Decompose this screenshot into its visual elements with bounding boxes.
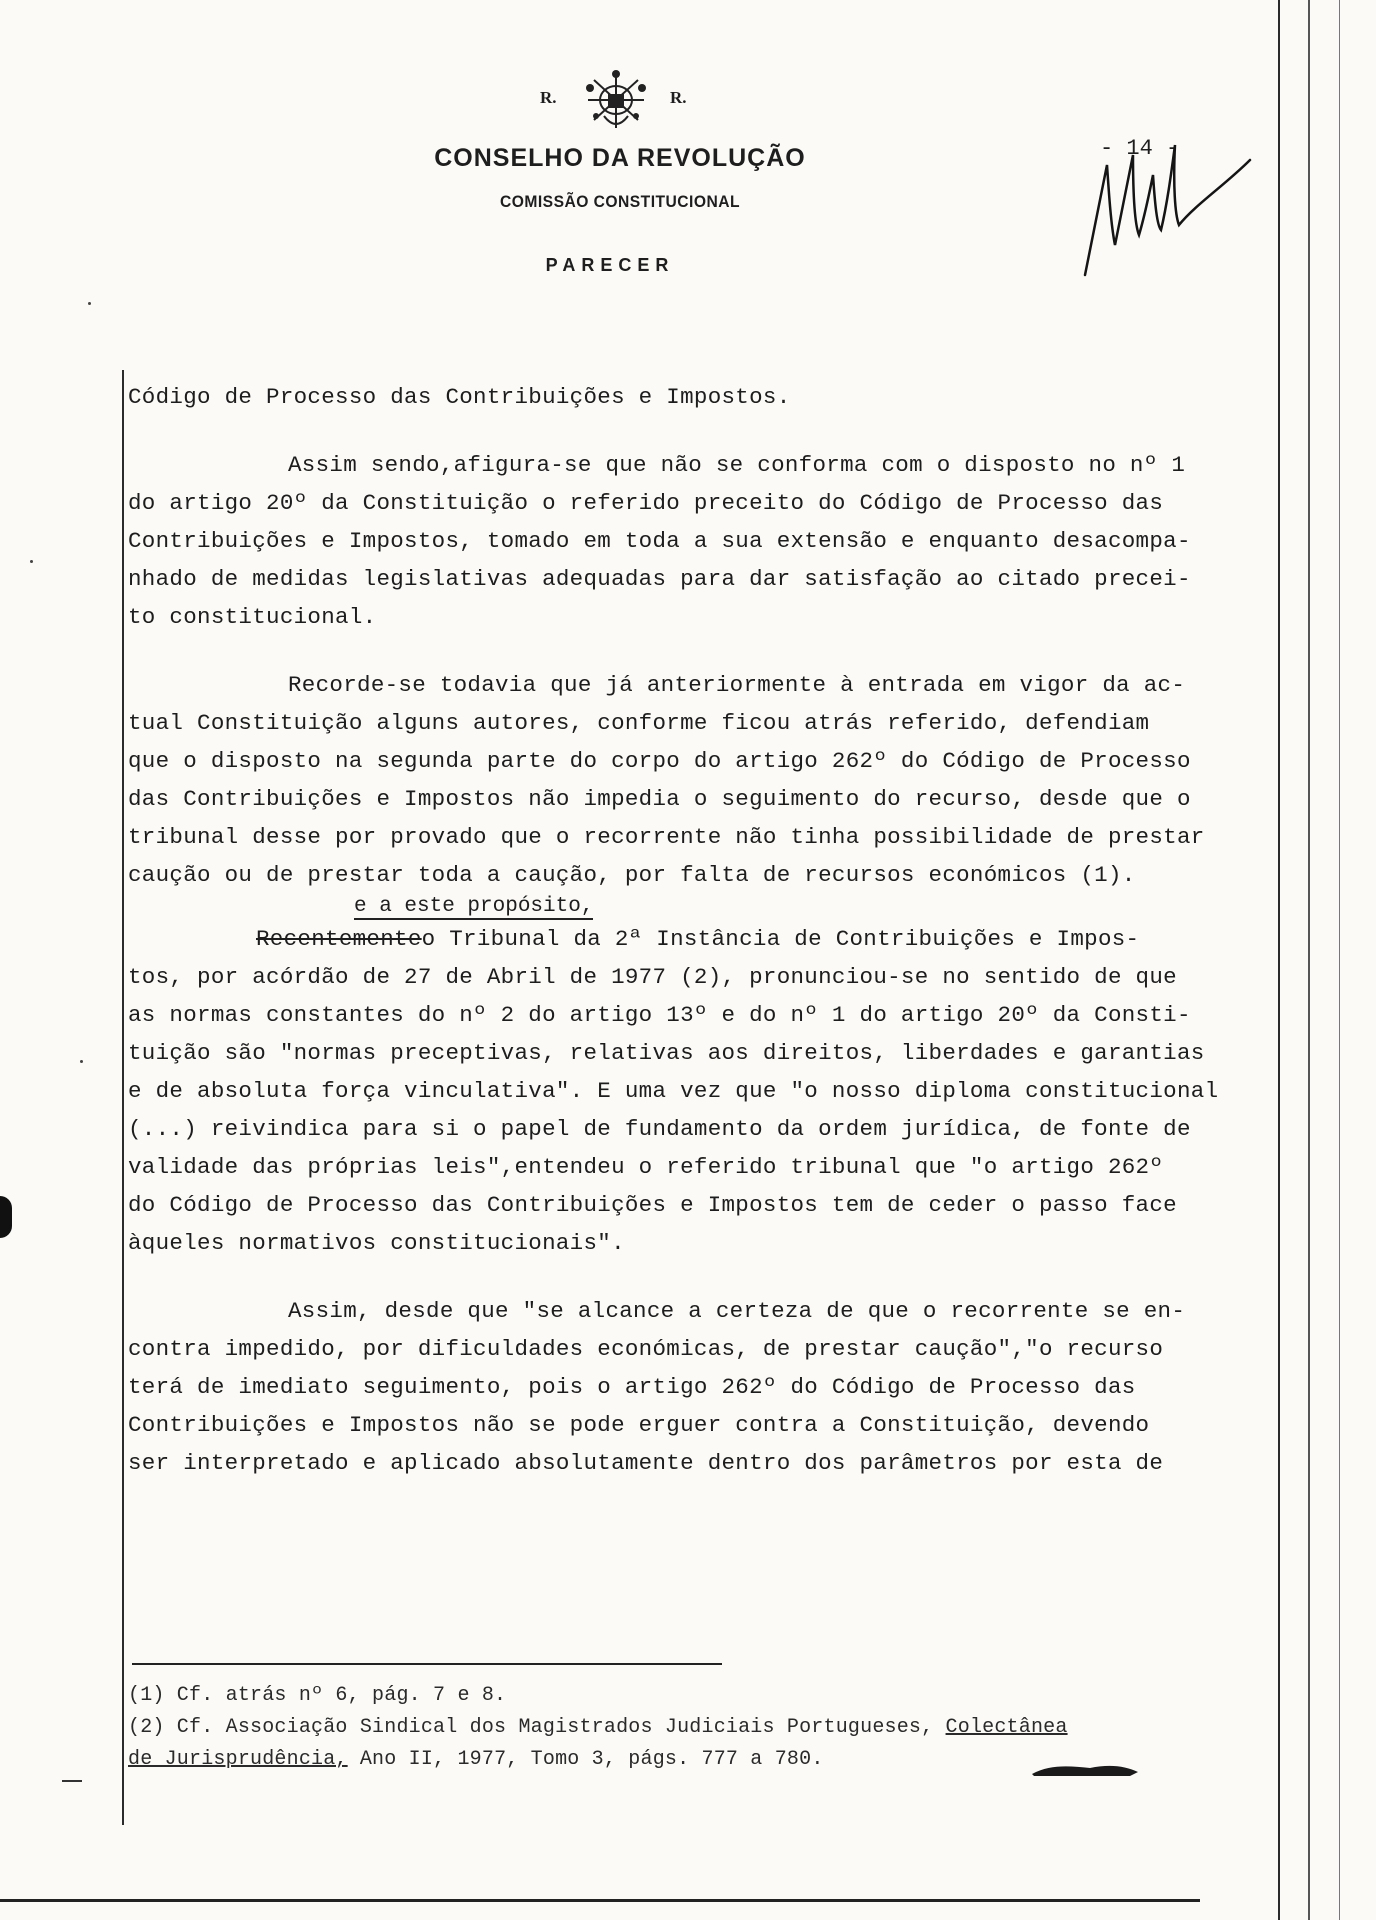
text-line: tuição são "normas preceptivas, relativas aos direitos, liberdades e garantias — [128, 1040, 1205, 1066]
handwritten-insertion — [128, 894, 1258, 920]
struck-word: Recentemente — [256, 926, 422, 952]
text-line: que o disposto na segunda parte do corpo do artigo 262º do Código de Processo — [128, 748, 1191, 774]
text-line: (...) reivindica para si o papel de fundamento da ordem jurídica, de fonte de — [128, 1116, 1191, 1142]
text-line: as normas constantes do nº 2 do artigo 13º e do nº 1 do artigo 20º da Consti- — [128, 1002, 1191, 1028]
scan-edge — [1308, 0, 1310, 1920]
text-line: terá de imediato seguimento, pois o artigo 262º do Código de Processo das — [128, 1374, 1136, 1400]
emblem-letter-right: R. — [670, 88, 687, 107]
handwritten-signature — [1075, 135, 1255, 285]
footnote-2-part: (2) Cf. Associação Sindical dos Magistrados Judiciais Portugueses, — [128, 1716, 934, 1739]
text-line — [128, 666, 1258, 704]
page-number: - 14 - — [1100, 136, 1180, 161]
letterhead-emblem — [540, 66, 740, 136]
scan-speck — [80, 1060, 83, 1063]
text-line: caução ou de prestar toda a caução, por falta de recursos económicos (1). — [128, 862, 1136, 888]
commission-title: COMISSÃO CONSTITUCIONAL — [500, 192, 740, 211]
text-line — [128, 1292, 1258, 1330]
text-line: nhado de medidas legislativas adequadas para dar satisfação ao citado precei- — [128, 566, 1191, 592]
scan-speck — [30, 560, 33, 563]
text-line: ser interpretado e aplicado absolutamente dentro dos parâmetros por esta de — [128, 1450, 1164, 1476]
text-line: validade das próprias leis",entendeu o referido tribunal que "o artigo 262º — [128, 1154, 1164, 1180]
document-type: PARECER — [545, 255, 675, 275]
scan-edge — [1339, 0, 1340, 1920]
text-line-content: Recorde-se todavia que já anteriormente à entrada em vigor da ac- — [288, 672, 1186, 698]
insertion-text: e a este propósito, — [354, 895, 594, 918]
text-line: e de absoluta força vinculativa". E uma vez que "o nosso diploma constitucional — [128, 1078, 1219, 1104]
footnote-2-title: de Jurisprudência, — [128, 1748, 348, 1771]
footnote-2-title: Colectânea — [945, 1716, 1068, 1739]
text-line: Contribuições e Impostos, tomado em toda a sua extensão e enquanto desacompa- — [128, 528, 1191, 554]
coat-of-arms-icon — [576, 66, 656, 136]
text-line: Código de Processo das Contribuições e Impostos. — [128, 384, 791, 410]
text-line: àqueles normativos constitucionais". — [128, 1230, 625, 1256]
text-line: Contribuições e Impostos não se pode erguer contra a Constituição, devendo — [128, 1412, 1150, 1438]
footnote-rule — [132, 1663, 722, 1665]
scan-edge — [0, 1899, 1200, 1902]
text-line: das Contribuições e Impostos não impedia o seguimento do recurso, desde que o — [128, 786, 1191, 812]
text-line: contra impedido, por dificuldades económicas, de prestar caução","o recurso — [128, 1336, 1164, 1362]
text-line: to constitucional. — [128, 604, 377, 630]
text-line: do Código de Processo das Contribuições e Impostos tem de ceder o passo face — [128, 1192, 1177, 1218]
footnote-2 — [128, 1712, 1258, 1744]
text-line: tos, por acórdão de 27 de Abril de 1977 (2), pronunciou-se no sentido de que — [128, 964, 1177, 990]
text-line — [128, 446, 1258, 484]
text-line: tribunal desse por provado que o recorrente não tinha possibilidade de prestar — [128, 824, 1205, 850]
text-line: do artigo 20º da Constituição o referido preceito do Código de Processo das — [128, 490, 1164, 516]
footnote-1: (1) Cf. atrás nº 6, pág. 7 e 8. — [128, 1684, 507, 1707]
text-line-content: Assim sendo,afigura-se que não se conforma com o disposto no nº 1 — [288, 452, 1186, 478]
scan-edge — [1278, 0, 1280, 1920]
margin-mark — [62, 1780, 82, 1782]
council-title: CONSELHO DA REVOLUÇÃO — [434, 144, 806, 172]
text-line: tual Constituição alguns autores, conforme ficou atrás referido, defendiam — [128, 710, 1150, 736]
footnote-2-part: Ano II, 1977, Tomo 3, págs. 777 a 780. — [347, 1748, 824, 1771]
ink-blot — [1030, 1762, 1140, 1778]
margin-rule — [122, 370, 124, 1825]
text-line-content: Assim, desde que "se alcance a certeza de que o recorrente se en- — [288, 1298, 1186, 1324]
punch-hole — [0, 1196, 12, 1238]
document-body — [128, 378, 1258, 1482]
text-line-content: o Tribunal da 2ª Instância de Contribuições e Impos- — [421, 926, 1140, 952]
scan-speck — [88, 302, 91, 305]
text-line — [128, 920, 1258, 958]
emblem-letter-left: R. — [540, 88, 557, 107]
